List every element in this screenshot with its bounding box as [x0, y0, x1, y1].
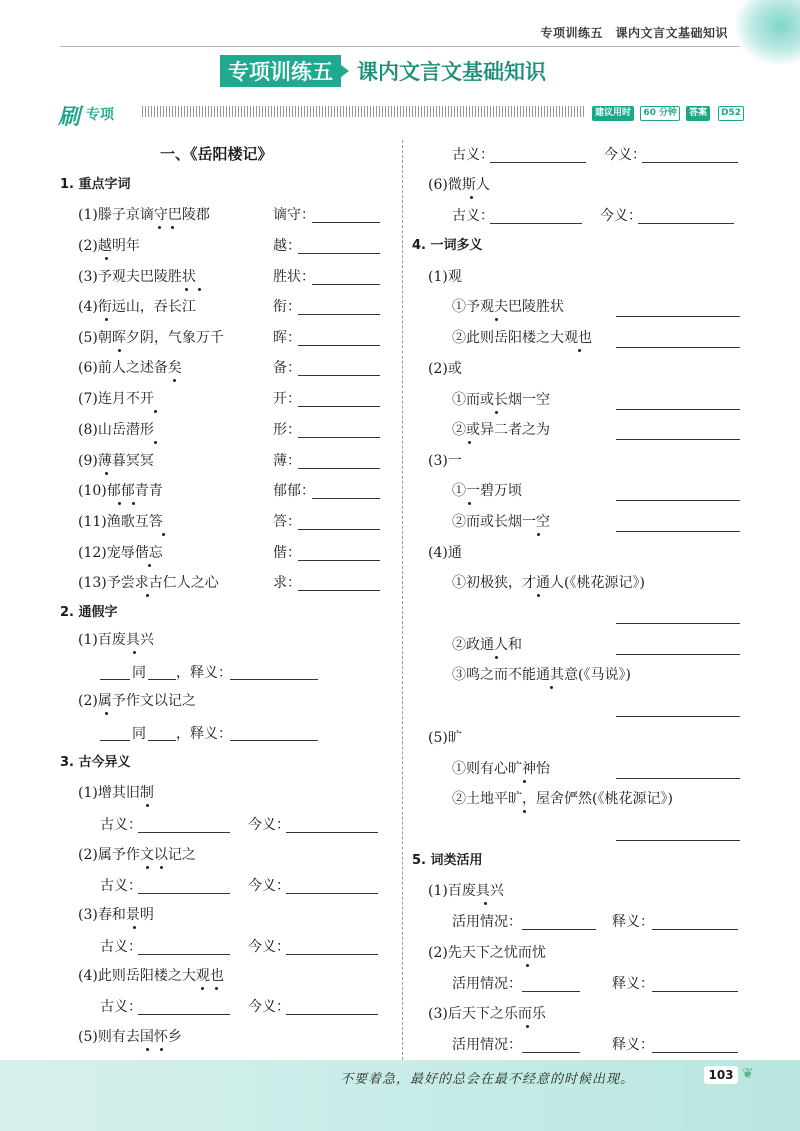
- emphasis-dot: [468, 441, 471, 444]
- dotted-rule: [142, 106, 584, 117]
- answer-blank[interactable]: [616, 531, 740, 532]
- question-1-3: (3)予观夫巴陵胜状: [78, 269, 196, 285]
- emphasis-dot: [495, 411, 498, 414]
- answer-blank[interactable]: [616, 316, 740, 317]
- key-1-4: 衔：: [273, 299, 301, 315]
- emphasis-dot: [578, 349, 581, 352]
- answer-blank[interactable]: [638, 223, 734, 224]
- answer-blank[interactable]: [652, 1052, 738, 1053]
- question-1-11: (11)渔歌互答: [78, 514, 163, 530]
- emphasis-dot: [105, 712, 108, 715]
- sy-label: 释义：: [612, 976, 654, 992]
- answer-blank[interactable]: [522, 929, 596, 930]
- question-1-1: (1)滕子京谪守巴陵郡: [78, 207, 210, 223]
- answer-blank[interactable]: [148, 679, 176, 680]
- emphasis-dot: [154, 410, 157, 413]
- answer-blank[interactable]: [138, 893, 230, 894]
- emphasis-dot: [105, 257, 108, 260]
- answer-blank[interactable]: [652, 929, 738, 930]
- key-1-6: 备：: [273, 360, 301, 376]
- emphasis-dot: [495, 318, 498, 321]
- answer-blank[interactable]: [100, 740, 130, 741]
- group-tong: (4)通: [428, 545, 462, 561]
- group-kuang: (5)旷: [428, 730, 462, 746]
- question-1-2: (2)越明年: [78, 238, 140, 254]
- shiyi-label: ，释义：: [176, 665, 232, 681]
- emphasis-dot: [133, 651, 136, 654]
- emphasis-dot: [162, 533, 165, 536]
- item-yi-1: ①一碧万顷: [452, 483, 522, 499]
- key-1-13: 求：: [273, 575, 301, 591]
- answer-blank[interactable]: [298, 468, 380, 469]
- answer-blank[interactable]: [312, 222, 380, 223]
- emphasis-dot: [146, 1048, 149, 1051]
- gu-label: 古义：: [100, 939, 142, 955]
- item-kuang-2: ②土地平旷，屋舍俨然(《桃花源记》): [452, 791, 673, 807]
- answer-blank[interactable]: [522, 991, 580, 992]
- footer-motto: 不要着急，最好的总会在最不经意的时候出现。: [340, 1072, 635, 1087]
- heading-cilei: 5. 词类活用: [412, 853, 483, 868]
- tong-label: 同: [132, 726, 146, 742]
- question-1-6: (6)前人之述备矣: [78, 360, 182, 376]
- question-1-12: (12)宠辱偕忘: [78, 545, 163, 561]
- answer-blank[interactable]: [616, 347, 740, 348]
- answer-blank[interactable]: [616, 840, 740, 841]
- banner-arrow-icon: [341, 65, 349, 77]
- emphasis-dot: [495, 656, 498, 659]
- time-label: 建议用时: [592, 106, 634, 121]
- item-kuang-1: ①则有心旷神怡: [452, 761, 550, 777]
- answer-blank[interactable]: [490, 162, 586, 163]
- sy-label: 释义：: [612, 1037, 654, 1053]
- gu-label: 古义：: [100, 999, 142, 1015]
- question-1-5: (5)朝晖夕阴，气象万千: [78, 330, 224, 346]
- group-guan: (1)观: [428, 269, 462, 285]
- section-label: 专项: [86, 107, 114, 123]
- question-1-10: (10)郁郁青青: [78, 483, 163, 499]
- answer-blank[interactable]: [490, 223, 582, 224]
- emphasis-dot: [173, 379, 176, 382]
- answer-blank[interactable]: [642, 162, 738, 163]
- group-huo: (2)或: [428, 361, 462, 377]
- emphasis-dot: [160, 1048, 163, 1051]
- heading-yiciduoyi: 4. 一词多义: [412, 238, 483, 253]
- emphasis-dot: [470, 196, 473, 199]
- question-1-4: (4)衔远山，吞长江: [78, 299, 196, 315]
- time-value: 60 分钟: [640, 106, 680, 121]
- emphasis-dot: [523, 780, 526, 783]
- key-1-9: 薄：: [273, 453, 301, 469]
- gu-label: 古义：: [452, 208, 494, 224]
- answer-blank[interactable]: [298, 560, 380, 561]
- answer-blank[interactable]: [298, 375, 380, 376]
- key-1-10: 郁郁：: [273, 483, 315, 499]
- emphasis-dot: [198, 288, 201, 291]
- question-5-3: (3)后天下之乐而乐: [428, 1006, 546, 1022]
- group-yi: (3)一: [428, 453, 462, 469]
- key-1-3: 胜状：: [273, 269, 315, 285]
- item-yi-2: ②而或长烟一空: [452, 514, 550, 530]
- item-tong-3: ③鸣之而不能通其意(《马说》): [452, 667, 631, 683]
- question-5-2: (2)先天下之忧而忧: [428, 945, 546, 961]
- emphasis-dot: [118, 349, 121, 352]
- section-bar: [58, 100, 744, 130]
- emphasis-dot: [154, 441, 157, 444]
- banner-tag: 专项训练五: [220, 55, 341, 87]
- key-1-1: 谪守：: [273, 207, 315, 223]
- answer-blank[interactable]: [652, 991, 738, 992]
- tong-label: 同: [132, 665, 146, 681]
- section-title: 一、《岳阳楼记》: [160, 145, 273, 163]
- question-1-8: (8)山岳潜形: [78, 422, 154, 438]
- question-1-9: (9)薄暮冥冥: [78, 453, 154, 469]
- emphasis-dot: [215, 987, 218, 990]
- key-1-12: 偕：: [273, 545, 301, 561]
- question-1-7: (7)连月不开: [78, 391, 154, 407]
- key-1-5: 晖：: [273, 330, 301, 346]
- item-tong-1: ①初极狭，才通人(《桃花源记》): [452, 575, 645, 591]
- emphasis-dot: [105, 318, 108, 321]
- question-3-3: (3)春和景明: [78, 907, 154, 923]
- footer-band: [0, 1060, 800, 1131]
- heading-gujin: 3. 古今异义: [60, 755, 131, 770]
- answer-blank[interactable]: [286, 954, 378, 955]
- answer-blank[interactable]: [298, 345, 380, 346]
- key-1-7: 开：: [273, 391, 301, 407]
- answer-label: 答案: [686, 106, 710, 121]
- running-header: 专项训练五 课内文言文基础知识: [540, 26, 728, 40]
- answer-blank[interactable]: [312, 498, 380, 499]
- answer-blank[interactable]: [616, 623, 740, 624]
- jin-label: 今义：: [600, 208, 642, 224]
- gu-label: 古义：: [452, 147, 494, 163]
- emphasis-dot: [160, 866, 163, 869]
- shiyi-label: ，释义：: [176, 726, 232, 742]
- answer-blank[interactable]: [298, 590, 380, 591]
- answer-blank[interactable]: [286, 893, 378, 894]
- answer-blank[interactable]: [522, 1052, 580, 1053]
- answer-blank[interactable]: [230, 679, 318, 680]
- jin-label: 今义：: [248, 817, 290, 833]
- emphasis-dot: [133, 926, 136, 929]
- emphasis-dot: [105, 472, 108, 475]
- key-1-11: 答：: [273, 514, 301, 530]
- answer-blank[interactable]: [298, 529, 380, 530]
- answer-blank[interactable]: [298, 314, 380, 315]
- page-title: 课内文言文基础知识: [357, 60, 546, 84]
- column-divider: [402, 140, 403, 1060]
- qk-label: 活用情况：: [452, 914, 522, 930]
- heading-key-words: 1. 重点字词: [60, 177, 131, 192]
- answer-blank[interactable]: [616, 778, 740, 779]
- key-1-8: 形：: [273, 422, 301, 438]
- answer-blank[interactable]: [286, 1014, 378, 1015]
- emphasis-dot: [118, 502, 121, 505]
- answer-blank[interactable]: [138, 1014, 230, 1015]
- qk-label: 活用情况：: [452, 976, 522, 992]
- answer-blank[interactable]: [148, 740, 176, 741]
- answer-blank[interactable]: [286, 832, 378, 833]
- answer-blank[interactable]: [100, 679, 130, 680]
- emphasis-dot: [526, 1025, 529, 1028]
- jin-label: 今义：: [248, 939, 290, 955]
- emphasis-dot: [132, 502, 135, 505]
- answer-blank[interactable]: [298, 406, 380, 407]
- emphasis-dot: [550, 686, 553, 689]
- question-3-5: (5)则有去国怀乡: [78, 1029, 182, 1045]
- question-3-1: (1)增其旧制: [78, 785, 154, 801]
- question-2-2: (2)属予作文以记之: [78, 693, 196, 709]
- brush-logo: 刷: [58, 104, 81, 130]
- answer-page: D52: [718, 106, 744, 121]
- jin-label: 今义：: [248, 999, 290, 1015]
- answer-blank[interactable]: [298, 437, 380, 438]
- emphasis-dot: [468, 502, 471, 505]
- emphasis-dot: [201, 987, 204, 990]
- emphasis-dot: [171, 226, 174, 229]
- emphasis-dot: [537, 594, 540, 597]
- emphasis-dot: [148, 564, 151, 567]
- header-rule: [60, 46, 740, 47]
- sy-label: 释义：: [612, 914, 654, 930]
- leaf-icon: ❦: [742, 1066, 754, 1082]
- item-guan-2: ②此则岳阳楼之大观也: [452, 330, 592, 346]
- question-3-2: (2)属予作文以记之: [78, 847, 196, 863]
- answer-blank[interactable]: [616, 500, 740, 501]
- emphasis-dot: [146, 866, 149, 869]
- answer-blank[interactable]: [138, 954, 230, 955]
- jin-label: 今义：: [604, 147, 646, 163]
- emphasis-dot: [146, 594, 149, 597]
- emphasis-dot: [526, 964, 529, 967]
- question-1-13: (13)予尝求古仁人之心: [78, 575, 219, 591]
- item-huo-1: ①而或长烟一空: [452, 392, 550, 408]
- emphasis-dot: [146, 804, 149, 807]
- answer-blank[interactable]: [230, 740, 318, 741]
- emphasis-dot: [484, 902, 487, 905]
- jin-label: 今义：: [248, 878, 290, 894]
- title-banner: [220, 56, 546, 86]
- item-huo-2: ②或异二者之为: [452, 422, 550, 438]
- emphasis-dot: [185, 288, 188, 291]
- brush-decoration: [736, 0, 800, 64]
- item-guan-1: ①予观夫巴陵胜状: [452, 299, 564, 315]
- question-5-1: (1)百废具兴: [428, 883, 504, 899]
- question-3-4: (4)此则岳阳楼之大观也: [78, 968, 224, 984]
- answer-blank[interactable]: [312, 284, 380, 285]
- emphasis-dot: [158, 226, 161, 229]
- answer-blank[interactable]: [138, 832, 230, 833]
- emphasis-dot: [523, 810, 526, 813]
- answer-blank[interactable]: [616, 654, 740, 655]
- heading-tongjiazi: 2. 通假字: [60, 605, 118, 620]
- question-2-1: (1)百废具兴: [78, 632, 154, 648]
- qk-label: 活用情况：: [452, 1037, 522, 1053]
- page-number: 103: [704, 1066, 738, 1084]
- question-3-6: (6)微斯人: [428, 177, 490, 193]
- gu-label: 古义：: [100, 817, 142, 833]
- gu-label: 古义：: [100, 878, 142, 894]
- answer-blank[interactable]: [616, 716, 740, 717]
- item-tong-2: ②政通人和: [452, 637, 522, 653]
- key-1-2: 越：: [273, 238, 301, 254]
- emphasis-dot: [537, 533, 540, 536]
- answer-blank[interactable]: [298, 253, 380, 254]
- answer-blank[interactable]: [616, 409, 740, 410]
- answer-blank[interactable]: [616, 439, 740, 440]
